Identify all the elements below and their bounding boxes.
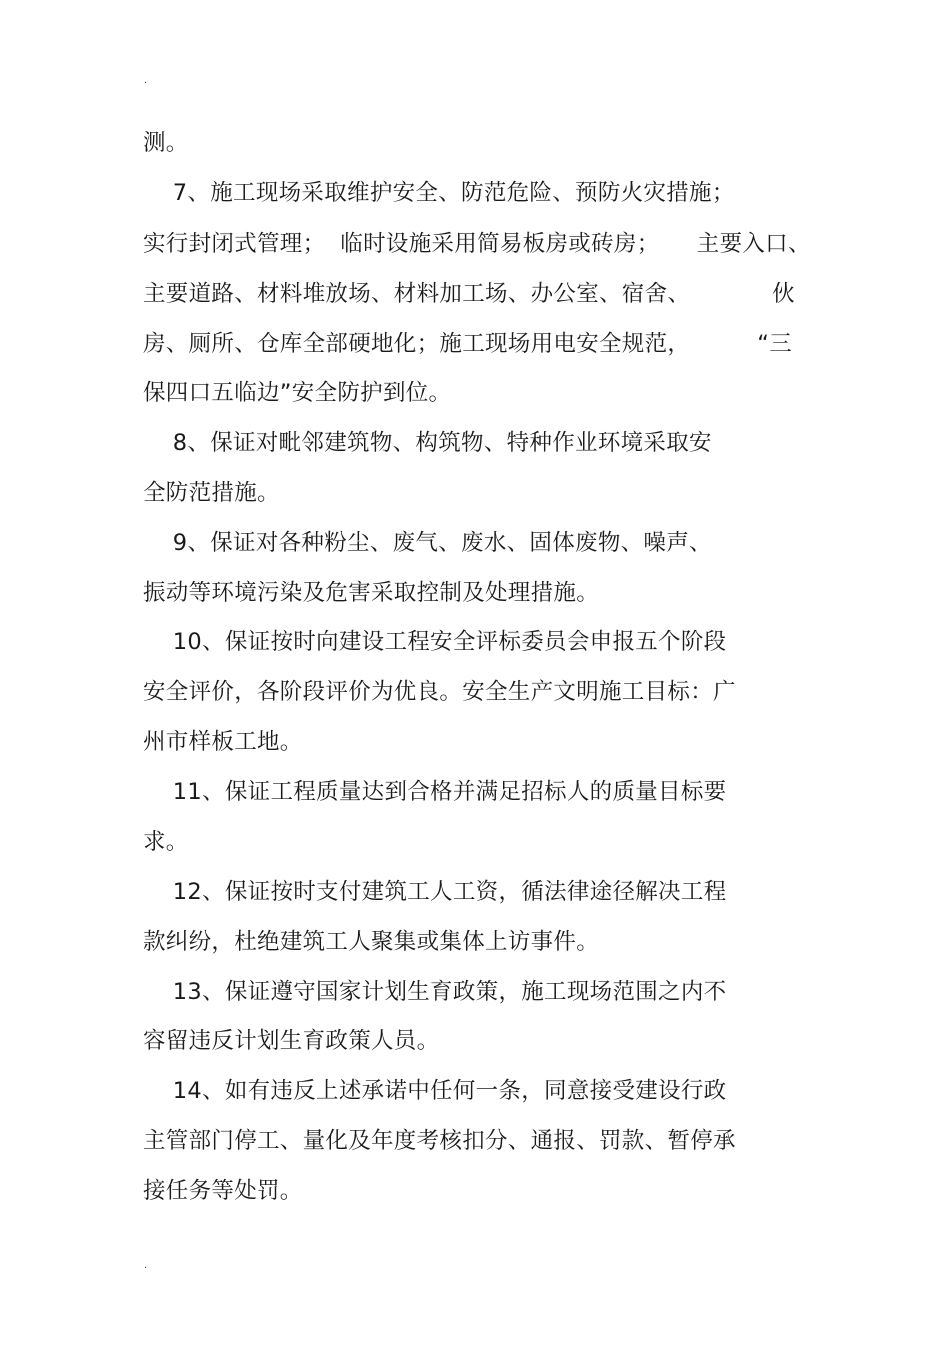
- text-line-8: 全防范措施。: [143, 480, 280, 506]
- text-line-18: 13、保证遵守国家计划生育政策，施工现场范围之内不: [143, 979, 727, 1005]
- text-line-20: 14、如有违反上述承诺中任何一条，同意接受建设行政: [143, 1078, 727, 1104]
- bottom-dot-mark: .: [144, 1260, 148, 1271]
- text-line-17: 款纠纷，杜绝建筑工人聚集或集体上访事件。: [143, 929, 600, 955]
- text-line-12: 安全评价，各阶段评价为优良。安全生产文明施工目标：广: [143, 679, 736, 705]
- text-line-11: 10、保证按时向建设工程安全评标委员会申报五个阶段: [143, 629, 727, 655]
- text-line-22: 接任务等处罚。: [143, 1178, 303, 1204]
- text-line-5: 房、厕所、仓库全部硬地化；施工现场用电安全规范， “三: [143, 331, 793, 357]
- text-line-16: 12、保证按时支付建筑工人工资，循法律途径解决工程: [143, 879, 727, 905]
- text-line-4: 主要道路、材料堆放场、材料加工场、办公室、宿舍、 伙: [143, 281, 795, 307]
- text-line-13: 州市样板工地。: [143, 729, 303, 755]
- text-line-14: 11、保证工程质量达到合格并满足招标人的质量目标要: [143, 779, 727, 805]
- text-line-19: 容留违反计划生育政策人员。: [143, 1028, 440, 1054]
- text-line-7: 8、保证对毗邻建筑物、构筑物、特种作业环境采取安: [143, 430, 712, 456]
- text-line-6: 保四口五临边”安全防护到位。: [143, 380, 452, 406]
- text-line-9: 9、保证对各种粉尘、废气、废水、固体废物、噪声、: [143, 530, 712, 556]
- text-line-2: 7、施工现场采取维护安全、防范危险、预防火灾措施；: [143, 180, 735, 206]
- text-line-3: 实行封闭式管理； 临时设施采用简易板房或砖房； 主要入口、: [143, 231, 811, 257]
- text-line-1: 测。: [143, 130, 189, 156]
- text-line-21: 主管部门停工、量化及年度考核扣分、通报、罚款、暂停承: [143, 1128, 736, 1154]
- text-line-15: 求。: [143, 829, 189, 855]
- top-dot-mark: .: [144, 75, 148, 86]
- text-line-10: 振动等环境污染及危害采取控制及处理措施。: [143, 580, 600, 606]
